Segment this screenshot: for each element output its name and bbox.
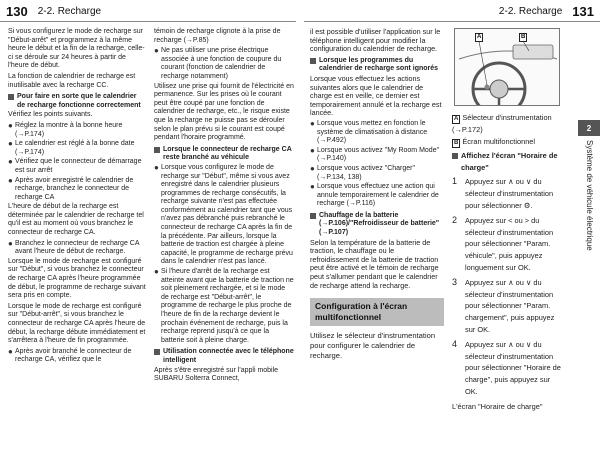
bullet-item: ● Branchez le connecteur de recharge CA avant l'heure de début de recharge. bbox=[8, 238, 140, 256]
paragraph: Lorsque le mode de recharge est configuré sur "Début-arrêt", si vous branchez le connecteur de recharge CA après l'heure de début, la recharge débute immédiatement et s'arrêtera à l'heure de fin programmée. bbox=[8, 302, 146, 345]
bullet-icon: ● bbox=[8, 346, 13, 356]
paragraph: Utilisez le sélecteur d'instrumentation pour configurer le calendrier de recharge. bbox=[310, 331, 436, 361]
bullet-item: ● Vérifiez que le connecteur de démarrage est sur arrêt bbox=[8, 157, 142, 174]
subheading: Chauffage de la batterie (→P.106)/"Refroidisseur de batterie" (→P.107) bbox=[310, 212, 444, 238]
bullet-icon: ● bbox=[8, 139, 13, 149]
callout-label-b: B bbox=[454, 139, 459, 146]
paragraph: L'écran "Horaire de charge" bbox=[452, 401, 543, 411]
left-page-header bbox=[0, 0, 300, 22]
column-2 bbox=[154, 28, 294, 386]
bullet-icon: ● bbox=[8, 157, 13, 167]
bullet-item: ● Si l'heure d'arrêt de la recharge est atteinte avant que la batterie de traction ne soit pleinement rechargée, et si le mode de recharge est "Début-arrêt", le programme de recharge le plus proche de l'heure de fin de la recharge devient le prochain événement de recharge, puis la recharge reprend jusqu'à ce que la batterie soit à pleine charge. bbox=[154, 267, 294, 344]
bullet-icon: ● bbox=[310, 145, 315, 155]
left-page-number: 130 bbox=[6, 3, 28, 19]
bullet-item: ● Après avoir enregistré le calendrier de recharge, branchez le connecteur de recharge CA bbox=[8, 175, 134, 201]
step-item: 1 Appuyez sur ∧ ou ∨ du sélecteur d'instrumentation pour sélectionner ⚙. bbox=[452, 176, 554, 210]
subheading: Utilisation connectée avec le téléphone intelligent bbox=[154, 348, 294, 365]
callout-label-a: A bbox=[454, 116, 459, 122]
bullet-icon: ● bbox=[154, 46, 159, 56]
paragraph: Après s'être enregistré sur l'appli mobile SUBARU Solterra Connect, bbox=[154, 366, 279, 383]
bullet-item: ● Le calendrier est réglé à la bonne date (→P.174) bbox=[8, 139, 135, 156]
bullet-icon: ● bbox=[310, 182, 315, 192]
step-item: 2 Appuyez sur < ou > du sélecteur d'instrumentation pour sélectionner "Param. véhicule", puis appuyez longuement sur OK. bbox=[452, 214, 554, 272]
legend-a: A Sélecteur d'instrumentation (→P.172) bbox=[452, 113, 552, 134]
right-page-number: 131 bbox=[572, 3, 594, 19]
right-header-rule bbox=[304, 21, 600, 22]
paragraph: il est possible d'utiliser l'application sur le téléphone intelligent pour modifier la configuration du calendrier de recharge. bbox=[310, 27, 441, 54]
step-item: 3 Appuyez sur ∧ ou ∨ du sélecteur d'instrumentation pour sélectionner "Param. chargement", puis appuyez sur OK. bbox=[452, 276, 555, 334]
section-title: Configuration à l'écran multifonctionnel bbox=[310, 298, 444, 326]
left-page-title: 2-2. Recharge bbox=[37, 5, 102, 17]
bullet-item: ● Lorsque vous configurez le mode de recharge sur "Début", même si vous avez enregistré dans le calendrier plusieurs programmes de recharge consécutifs, la recharge suivante n'est pas effectuée conformément au calendrier tant que vous n'avez pas débranché puis rebranché le connecteur de recharge CA après la fin de la précédente. Par ailleurs, lorsque la batterie de traction est chargée à pleine capacité, le programme de recharge prévu dans le calendrier n'est pas lancé. bbox=[154, 162, 293, 266]
paragraph: Si vous configurez le mode de recharge sur "Début-arrêt" et programmez à la même heure le début et la fin de la recharge, celle-ci se déroule sur 24 heures à partir de l'heure de début. bbox=[8, 28, 145, 70]
column-4 bbox=[452, 112, 564, 413]
chapter-tab: 2 bbox=[578, 120, 600, 136]
left-header-rule bbox=[0, 21, 296, 22]
step-item: 4 Appuyez sur ∧ ou ∨ du sélecteur d'instrumentation pour sélectionner "Horaire de charge", puis appuyez sur OK. bbox=[452, 338, 561, 396]
square-bullet-icon bbox=[452, 153, 458, 159]
legend-b: B Écran multifonctionnel bbox=[454, 136, 536, 146]
right-page-header bbox=[300, 0, 600, 22]
square-bullet-icon bbox=[310, 213, 316, 219]
bullet-item: ● Réglez la montre à la bonne heure (→P.174) bbox=[8, 120, 123, 138]
bullet-icon: ● bbox=[8, 120, 13, 130]
subheading: Lorsque le connecteur de recharge CA reste branché au véhicule bbox=[154, 146, 294, 163]
bullet-icon: ● bbox=[310, 163, 315, 173]
bullet-icon: ● bbox=[8, 175, 13, 185]
paragraph: Utilisez une prise qui fournit de l'électricité en permanence. Sur les prises où le courant peut être coupé par une fonction de calendrier de recharge, etc., le risque existe que la recharge ne puisse pas se dérouler selon le plan prévu si le courant est coupé pendant l'horaire programmé. bbox=[154, 82, 294, 142]
column-3 bbox=[310, 28, 444, 363]
paragraph: témoin de recharge clignote à la prise de recharge (→P.85) bbox=[154, 28, 281, 44]
square-bullet-icon bbox=[310, 58, 316, 64]
bullet-item: ● Ne pas utiliser une prise électrique associée à une fonction de coupure du courant (fonction de calendrier de recharge notamment) bbox=[154, 46, 282, 80]
paragraph: Selon la température de la batterie de traction, le chauffage ou le refroidissement de la batterie de traction peut être activé et le témoin de recharge peut s'allumer pendant que le calendrier de recharge attend la recharge. bbox=[310, 237, 439, 290]
square-bullet-icon bbox=[8, 94, 14, 100]
paragraph: Lorsque le mode de recharge est configuré sur "Début", si vous branchez le connecteur de recharge CA après l'heure programmée de début, le programme de recharge suivant sera pris en compte. bbox=[8, 257, 146, 300]
subheading: Pour faire en sorte que le calendrier de recharge fonctionne correctement bbox=[8, 93, 146, 110]
chapter-side-title: Système de véhicule électrique bbox=[585, 140, 594, 251]
square-bullet-icon bbox=[154, 147, 160, 153]
bullet-item: ● Après avoir branché le connecteur de recharge CA, vérifiez que le bbox=[8, 346, 132, 364]
right-page-title: 2-2. Recharge bbox=[498, 5, 563, 17]
bullet-item: ● Lorsque vous activez "Charger" (→P.134, 138) bbox=[310, 163, 415, 181]
square-bullet-icon bbox=[154, 349, 160, 355]
paragraph: Vérifiez les points suivants. bbox=[8, 111, 93, 119]
bullet-item: ● Lorsque vous activez "My Room Mode" (→P.140) bbox=[310, 145, 440, 163]
paragraph: La fonction de calendrier de recharge est inutilisable avec la recharge CC. bbox=[8, 72, 136, 89]
bullet-icon: ● bbox=[8, 238, 13, 248]
subheading: Affichez l'écran "Horaire de charge" bbox=[452, 150, 564, 174]
bullet-icon: ● bbox=[310, 118, 315, 128]
bullet-item: ● Lorsque vous effectuez une action qui annule temporairement le calendrier de recharge (→P.116) bbox=[310, 182, 439, 208]
bullet-item: ● Lorsque vous mettez en fonction le système de climatisation à distance (→P.492) bbox=[310, 118, 428, 145]
paragraph: Lorsque vous effectuez les actions suivantes alors que le calendrier de charge est en veille, ce dernier est temporairement annulé et la recharge est lancée. bbox=[310, 73, 442, 118]
steering-wheel-illustration bbox=[455, 29, 560, 106]
column-1 bbox=[8, 28, 146, 366]
subheading: Lorsque les programmes du calendrier de recharge sont ignorés bbox=[310, 57, 444, 74]
paragraph: L'heure de début de la recharge est déterminée par le calendrier de recharge tel qu'il est au moment où vous branchez le connecteur de recharge CA. bbox=[8, 203, 144, 237]
figure-callout-b: B bbox=[521, 34, 526, 40]
dashboard-figure bbox=[454, 28, 560, 106]
figure-callout-a: A bbox=[477, 34, 482, 40]
bullet-icon: ● bbox=[154, 267, 159, 277]
bullet-icon: ● bbox=[154, 162, 159, 172]
